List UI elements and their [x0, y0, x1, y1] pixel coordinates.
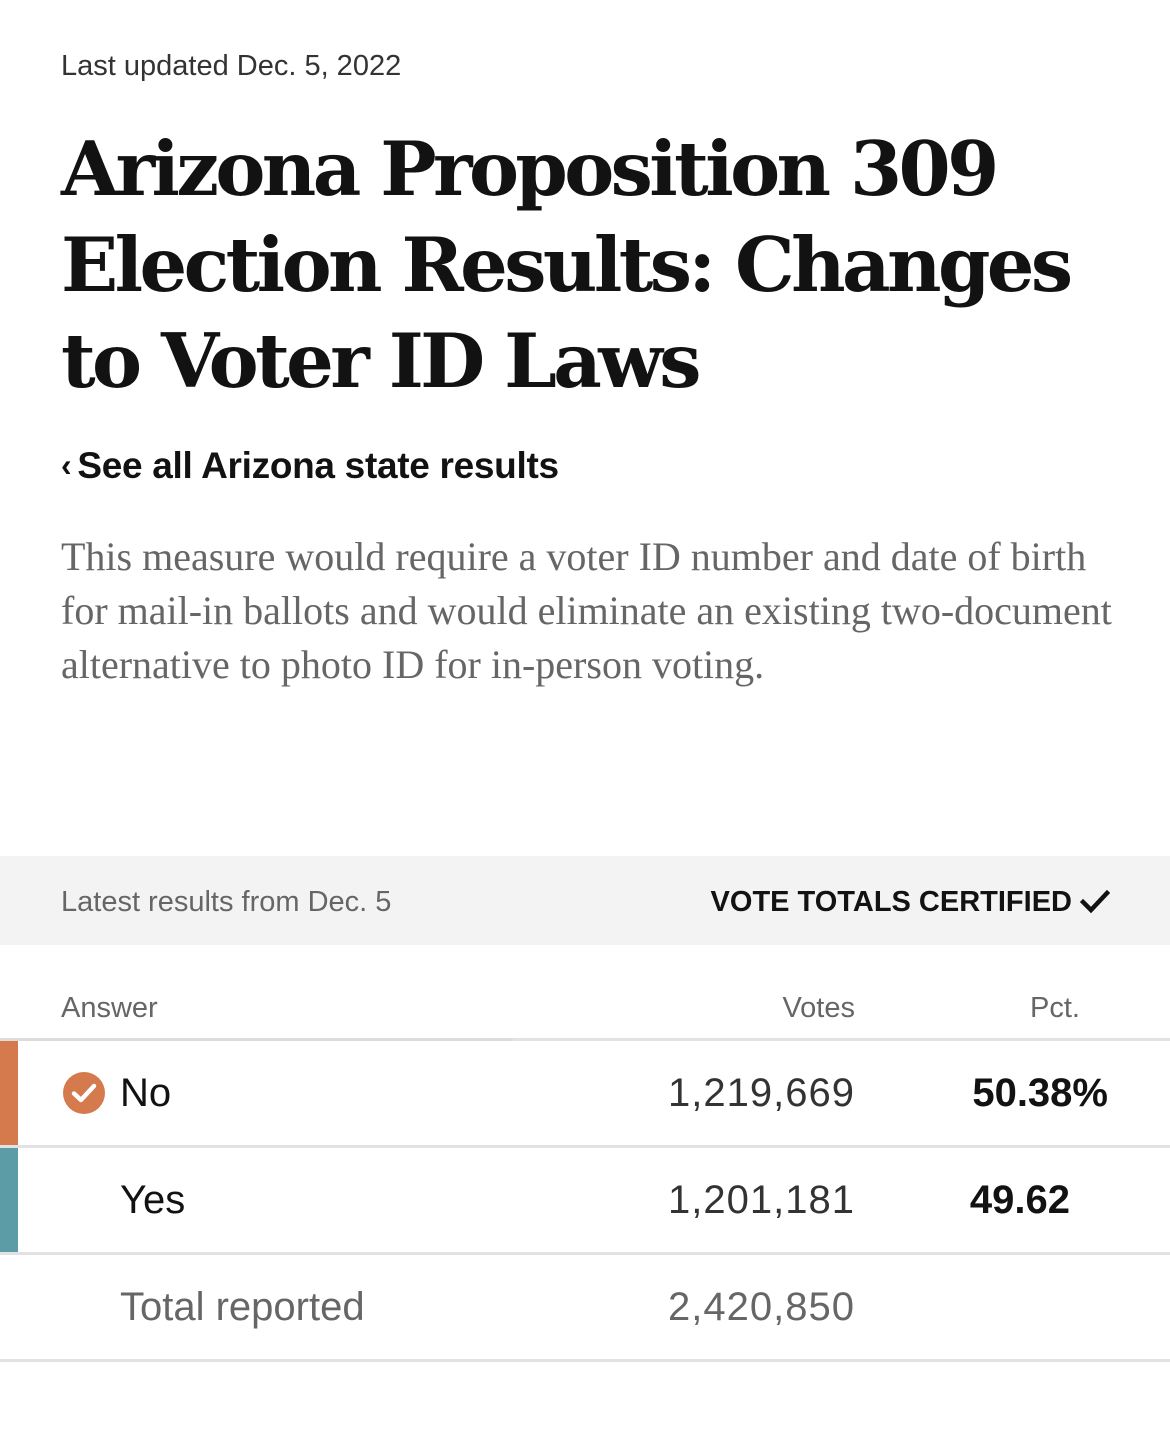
check-icon: [1080, 889, 1110, 915]
total-row: [0, 1255, 1170, 1359]
total-votes: 2,420,850: [668, 1285, 855, 1329]
back-link-label: See all Arizona state results: [77, 445, 559, 486]
back-to-state-results-link[interactable]: [61, 442, 559, 489]
results-status-bar: [0, 856, 1170, 945]
column-header-votes: Votes: [782, 992, 855, 1024]
page-title: Arizona Proposition 309 Election Results: Changes to Voter ID Laws: [61, 125, 1070, 405]
vote-count: 1,219,669: [668, 1071, 855, 1115]
table-row: [0, 1148, 1170, 1252]
certified-status: [711, 882, 1110, 922]
row-divider: [0, 1359, 1170, 1362]
vote-percent: 50.38%: [972, 1071, 1108, 1115]
answer-label: No: [120, 1071, 172, 1115]
chevron-left-icon: ‹: [61, 447, 72, 483]
column-header-pct: Pct.: [1030, 992, 1080, 1024]
vote-percent: 49.62: [969, 1178, 1070, 1222]
answer-color-swatch: [0, 1041, 18, 1145]
latest-results-label: Latest results from Dec. 5: [61, 886, 392, 918]
last-updated: Last updated Dec. 5, 2022: [61, 50, 402, 82]
measure-description: This measure would require a voter ID number and date of birth for mail-in ballots and would eliminate an existing two-document alternative to photo ID for in-person voting.: [61, 534, 1112, 687]
answer-label: Yes: [120, 1178, 186, 1222]
table-row: [0, 1041, 1170, 1145]
checkmark-circle-icon: [62, 1071, 106, 1115]
answer-color-swatch: [0, 1148, 18, 1252]
total-label: Total reported: [120, 1285, 365, 1329]
certified-status-label: VOTE TOTALS CERTIFIED: [710, 886, 1072, 918]
column-header-answer: Answer: [61, 992, 158, 1024]
vote-count: 1,201,181: [668, 1178, 855, 1222]
